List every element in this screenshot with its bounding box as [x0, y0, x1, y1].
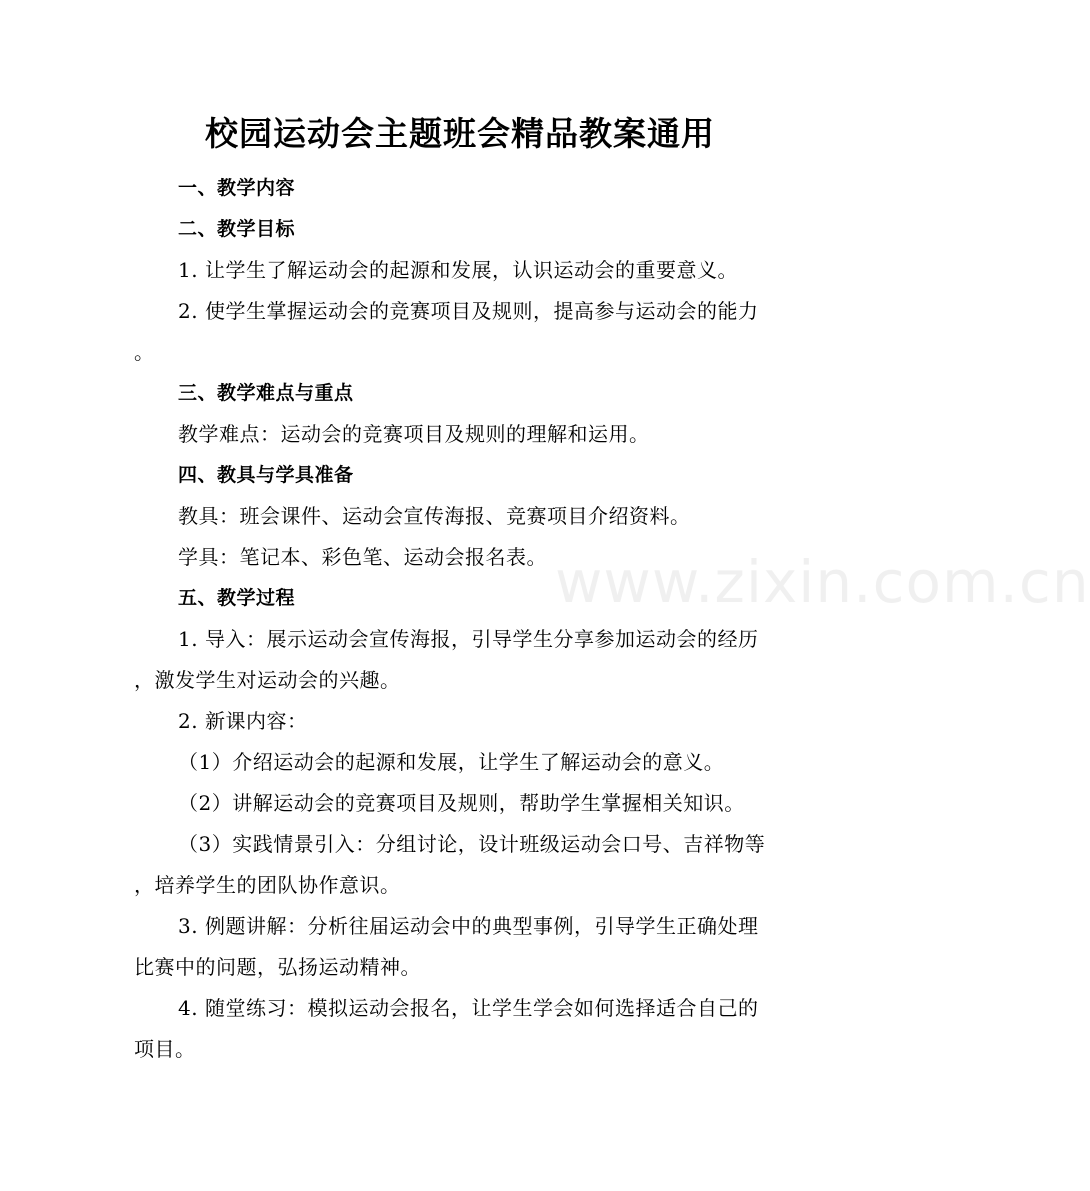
paragraph-line: ，激发学生对运动会的兴趣。 [134, 668, 401, 692]
section-heading-difficulties: 三、教学难点与重点 [178, 382, 354, 404]
paragraph-line: 1. 让学生了解运动会的起源和发展，认识运动会的重要意义。 [178, 258, 738, 282]
paragraph-line: （2）讲解运动会的竞赛项目及规则，帮助学生掌握相关知识。 [178, 791, 745, 815]
paragraph-line: 教具：班会课件、运动会宣传海报、竞赛项目介绍资料。 [178, 504, 691, 528]
watermark: www.zixin.com.cn [555, 548, 1090, 616]
paragraph-line: 教学难点：运动会的竞赛项目及规则的理解和运用。 [178, 422, 650, 446]
section-heading-objectives: 二、教学目标 [178, 218, 296, 240]
paragraph-line: 比赛中的问题，弘扬运动精神。 [134, 955, 421, 979]
paragraph-line: 学具：笔记本、彩色笔、运动会报名表。 [178, 545, 547, 569]
paragraph-line: ，培养学生的团队协作意识。 [134, 873, 401, 897]
document-title: 校园运动会主题班会精品教案通用 [205, 114, 715, 153]
paragraph-line: 2. 使学生掌握运动会的竞赛项目及规则，提高参与运动会的能力 [178, 299, 759, 323]
paragraph-line: （1）介绍运动会的起源和发展，让学生了解运动会的意义。 [178, 750, 725, 774]
paragraph-line: （3）实践情景引入：分组讨论，设计班级运动会口号、吉祥物等 [178, 832, 766, 856]
section-heading-process: 五、教学过程 [178, 587, 296, 609]
paragraph-line: 项目。 [134, 1037, 196, 1061]
paragraph-line: 3. 例题讲解：分析往届运动会中的典型事例，引导学生正确处理 [178, 914, 759, 938]
paragraph-line: 2. 新课内容： [178, 709, 308, 733]
section-heading-preparation: 四、教具与学具准备 [178, 464, 354, 486]
paragraph-line: 。 [134, 340, 155, 364]
paragraph-line: 4. 随堂练习：模拟运动会报名，让学生学会如何选择适合自己的 [178, 996, 759, 1020]
section-heading-content: 一、教学内容 [178, 177, 296, 199]
paragraph-line: 1. 导入：展示运动会宣传海报，引导学生分享参加运动会的经历 [178, 627, 759, 651]
